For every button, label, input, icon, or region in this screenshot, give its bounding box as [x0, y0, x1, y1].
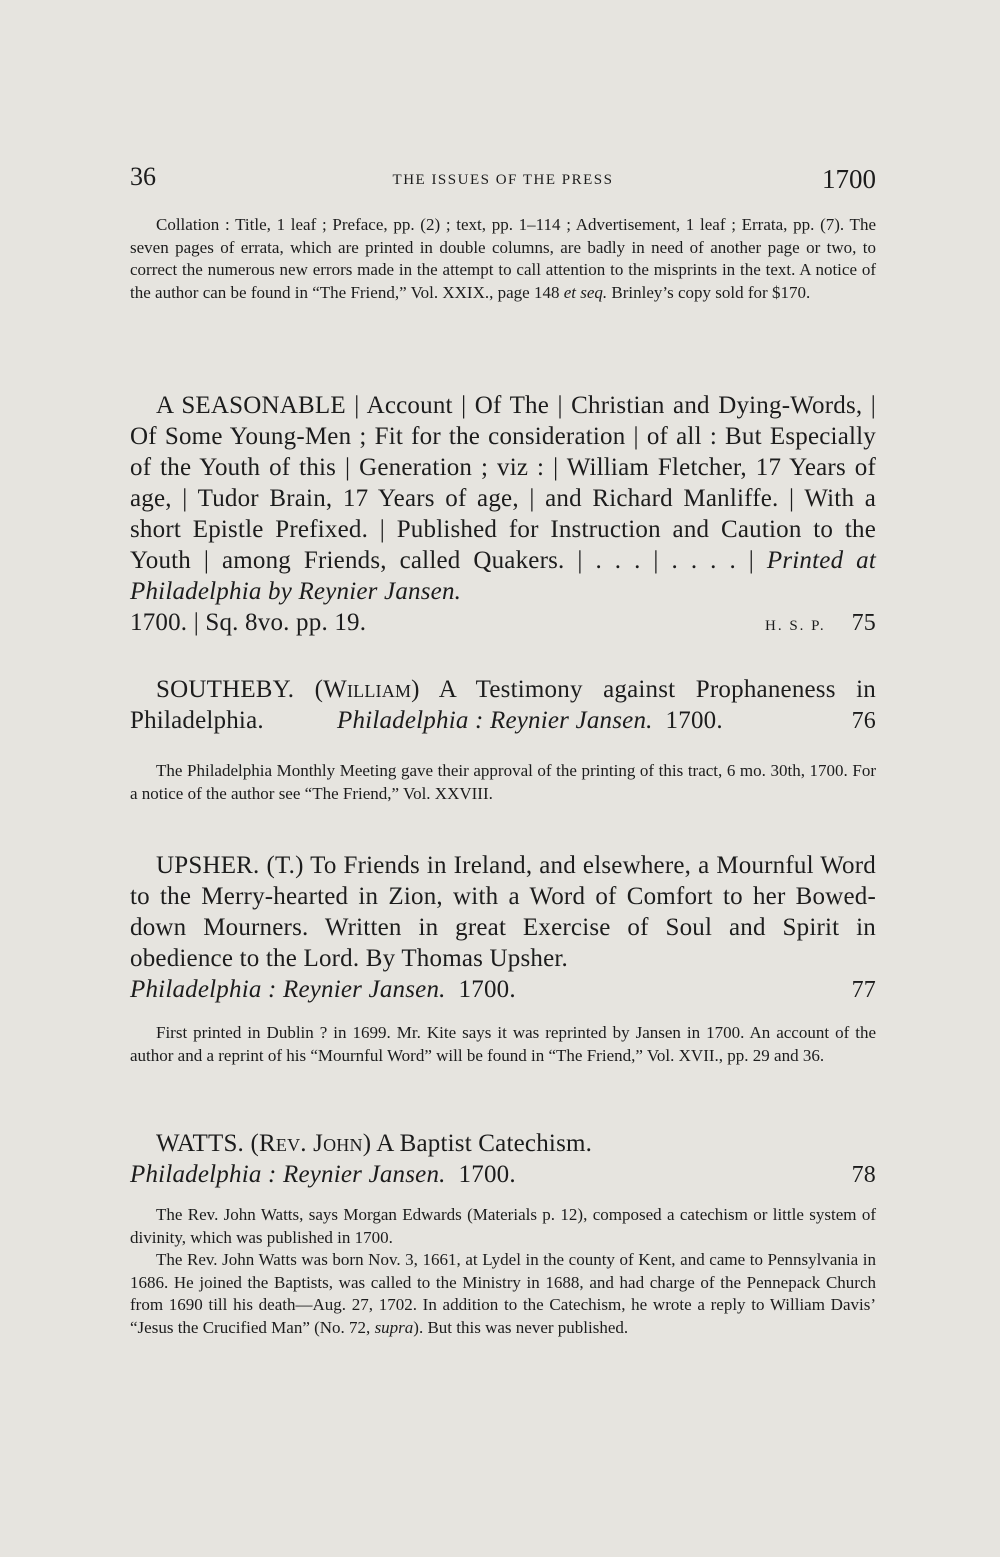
collation-text: Collation : Title, 1 leaf ; Preface, pp. (2) ; text, pp. 1–114 ; Advertisement, 1 leaf ; Errata, pp. (7). The seven pages of errata, which are printed in double columns, are badly in need of another page or two, to correct the numerous new errors made in the attempt to call attention to the misprints in the text. A notice of the author can be found in “The Friend,” Vol. XXIX., page 148	[130, 215, 876, 302]
entry-78-year: 1700.	[458, 1161, 516, 1188]
entry-78-imprint: Philadelphia : Reynier Jansen.	[130, 1161, 446, 1188]
entry-75-text: A SEASONABLE | Account | Of The | Christian and Dying-Words, | Of Some Young-Men ; Fit for the consideration | of all : But Especially of the Youth of this | Generation ; viz : | William Fletcher, 17 Years of age, | Tudor Brain, 17 Years of age, | and Richard Manliffe. | With a short Epistle Prefixed. | Published for Instruction and Caution to the Youth | among Friends, called Quakers. | . . . | . . . . |	[130, 392, 876, 574]
entry-77-year: 1700.	[458, 976, 516, 1003]
entry-75	[130, 390, 876, 642]
note-78-para1: The Rev. John Watts, says Morgan Edwards (Materials p. 12), composed a catechism or little system of divinity, which was published in 1700.	[130, 1205, 876, 1247]
note-77-text: First printed in Dublin ? in 1699. Mr. Kite says it was reprinted by Jansen in 1700. An account of the author and a reprint of his “Mournful Word” will be found in “The Friend,” Vol. XVII., pp. 29 and 36.	[130, 1023, 876, 1065]
library-tag: H. S. P.	[764, 618, 826, 634]
entry-77-imprint: Philadelphia : Reynier Jansen.	[130, 976, 446, 1003]
collation-note	[130, 214, 876, 304]
note-76	[130, 760, 876, 805]
entry-number-77: 77	[851, 977, 876, 1003]
entry-76-given-name: (William)	[314, 676, 420, 703]
collation-et-seq: et seq.	[563, 282, 608, 302]
entry-78	[130, 1128, 876, 1191]
entry-76-title: A Testimony against Prophaneness in Philadelphia.	[130, 676, 876, 734]
entry-number-75: 75	[851, 610, 876, 636]
note-78-supra: supra	[374, 1317, 414, 1337]
entry-77-text: UPSHER. (T.) To Friends in Ireland, and elsewhere, a Mournful Word to the Merry-hearted in Zion, with a Word of Comfort to her Bowed-down Mourners. Written in great Exercise of Soul and Spirit in obedience to the Lord. By Thomas Upsher.	[130, 852, 876, 972]
note-76-text: The Philadelphia Monthly Meeting gave their approval of the printing of this tract, 6 mo. 30th, 1700. For a notice of the author see “The Friend,” Vol. XXVIII.	[130, 761, 876, 803]
note-78	[130, 1204, 876, 1339]
entry-77	[130, 850, 876, 1006]
note-77	[130, 1022, 876, 1067]
note-78-para2-tail: ). But this was never published.	[413, 1317, 629, 1337]
running-title: THE ISSUES OF THE PRESS	[392, 172, 614, 188]
entry-76-year: 1700.	[665, 707, 723, 734]
entry-78-surname: WATTS.	[156, 1130, 245, 1157]
entry-78-given-name: (Rev. John)	[250, 1130, 372, 1157]
entry-76-surname: SOUTHEBY.	[156, 676, 295, 703]
page-header	[130, 160, 876, 200]
page-number: 36	[130, 162, 156, 191]
entry-76-imprint: Philadelphia : Reynier Jansen.	[337, 707, 653, 734]
entry-76	[130, 674, 876, 737]
entry-number-76: 76	[851, 708, 876, 734]
note-78-para2: The Rev. John Watts was born Nov. 3, 1661, at Lydel in the county of Kent, and came to Pennsylvania in 1686. He joined the Baptists, was called to the Ministry in 1688, and had charge of the Pennepack Church from 1690 till his death—Aug. 27, 1702. In addition to the Catechism, he wrote a reply to William Davis’ “Jesus the Crucified Man” (No. 72,	[130, 1250, 876, 1337]
collation-tail: Brinley’s copy sold for $170.	[611, 282, 811, 302]
entry-75-last-line: 1700. | Sq. 8vo. pp. 19.	[130, 609, 367, 636]
header-year: 1700	[822, 164, 876, 194]
entry-75-imprint: Printed at Philadelphia by Reynier Jansen.	[130, 547, 876, 605]
entry-number-78: 78	[851, 1162, 876, 1188]
entry-78-title: A Baptist Catechism.	[376, 1130, 593, 1157]
